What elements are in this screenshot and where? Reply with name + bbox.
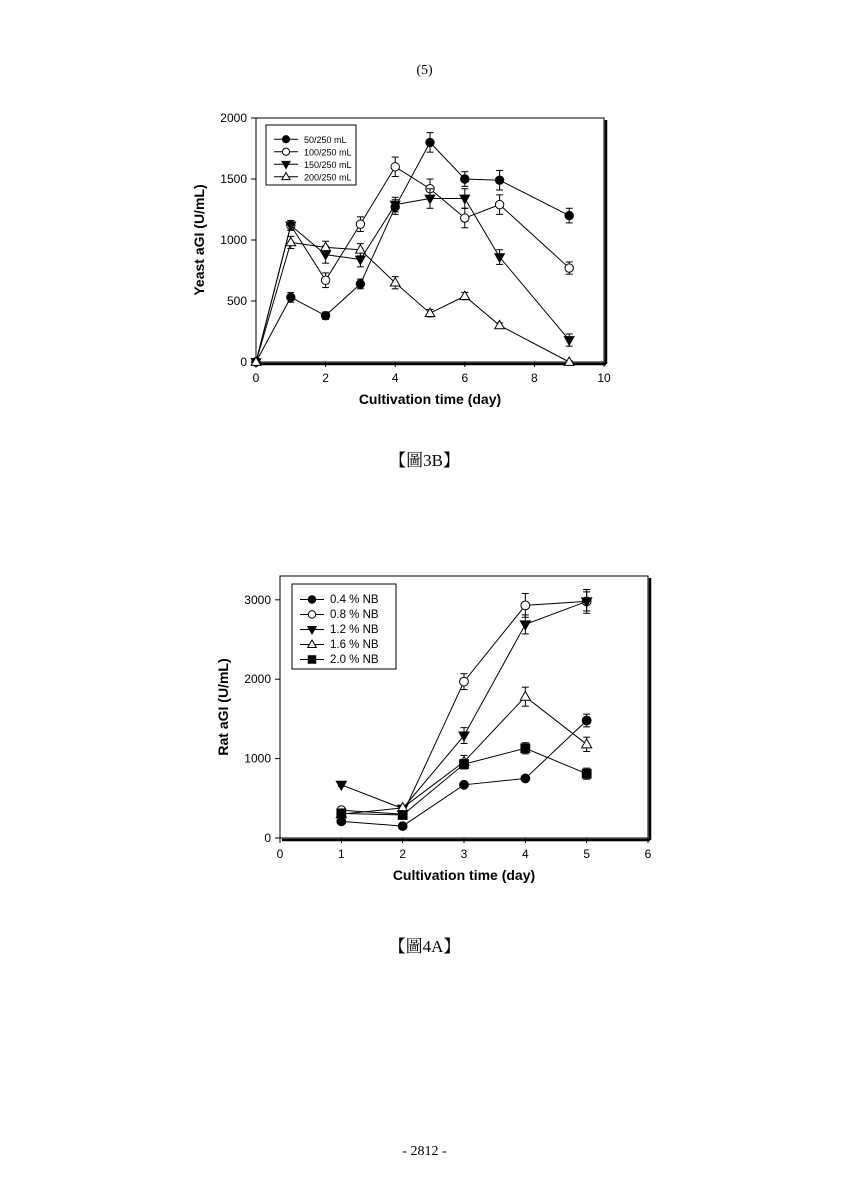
data-point: [521, 774, 530, 783]
legend-marker: [308, 611, 315, 618]
page-header: (5): [416, 63, 433, 78]
data-point: [460, 760, 469, 769]
data-point: [495, 320, 505, 328]
y-axis-label: Yeast aGI (U/mL): [191, 184, 207, 296]
data-point: [565, 264, 573, 272]
data-point: [564, 337, 574, 345]
data-point: [356, 280, 364, 288]
y-tick-label: 2000: [220, 111, 247, 125]
data-point: [398, 822, 407, 831]
x-tick-label: 6: [461, 371, 469, 385]
data-point: [582, 716, 591, 725]
data-point: [460, 195, 470, 203]
data-point: [461, 214, 469, 222]
data-point: [356, 220, 364, 228]
data-point: [321, 311, 329, 319]
data-point: [356, 245, 366, 253]
x-tick-label: 2: [322, 371, 329, 385]
legend-label: 1.6 % NB: [330, 639, 379, 651]
x-tick-label: 10: [597, 371, 611, 385]
y-tick-label: 1000: [220, 233, 247, 247]
x-axis-label: Cultivation time (day): [358, 391, 502, 407]
data-point: [495, 200, 503, 208]
data-point: [356, 256, 366, 264]
yeast-agi-chart: [0, 100, 849, 430]
y-axis: [244, 593, 280, 845]
y-tick-label: 0: [240, 355, 247, 369]
data-point: [520, 621, 530, 630]
data-point: [287, 293, 295, 301]
rat-agi-chart: [0, 560, 849, 905]
data-point: [495, 176, 503, 184]
series-line: [256, 167, 569, 362]
data-point: [582, 739, 592, 748]
legend-label: 200/250 mL: [304, 172, 352, 183]
x-tick-label: 4: [521, 847, 529, 861]
legend-marker: [282, 148, 289, 155]
data-point: [521, 744, 530, 753]
figure-caption-3b: 【圖3B】: [389, 451, 460, 470]
legend-marker: [308, 656, 315, 663]
series-2: [252, 157, 574, 366]
data-point: [461, 175, 469, 183]
y-axis: [220, 111, 256, 369]
legend-label: 1.2 % NB: [330, 624, 379, 636]
data-point: [337, 809, 346, 818]
x-tick-label: 5: [583, 847, 591, 861]
y-tick-label: 3000: [244, 592, 271, 607]
page-footer: - 2812 -: [402, 1144, 447, 1159]
legend-label: 2.0 % NB: [330, 654, 379, 666]
x-tick-label: 4: [391, 371, 399, 385]
y-tick-label: 0: [264, 831, 271, 845]
x-tick-label: 8: [531, 371, 538, 385]
legend-label: 150/250 mL: [304, 159, 352, 170]
data-point: [426, 138, 434, 146]
y-tick-label: 1000: [244, 751, 271, 766]
y-tick-label: 2000: [244, 672, 271, 687]
y-axis-label: Rat aGI (U/mL): [215, 658, 231, 756]
x-tick-label: 2: [399, 847, 407, 861]
x-axis-label: Cultivation time (day): [392, 867, 536, 883]
x-axis: [277, 838, 652, 861]
legend-label: 0.8 % NB: [330, 609, 379, 621]
legend: [292, 584, 396, 669]
legend-label: 100/250 mL: [304, 147, 352, 158]
series-4: [251, 236, 574, 365]
data-point: [582, 769, 591, 778]
legend-marker: [308, 596, 315, 603]
legend-label: 50/250 mL: [304, 134, 347, 145]
x-tick-label: 0: [276, 847, 284, 861]
x-tick-label: 0: [252, 371, 260, 385]
series-3: [251, 189, 574, 367]
figure-caption-4a: 【圖4A】: [388, 937, 461, 956]
y-tick-label: 1500: [220, 172, 247, 186]
x-tick-label: 3: [460, 847, 468, 861]
data-point: [460, 677, 469, 686]
data-point: [321, 276, 329, 284]
data-point: [460, 780, 469, 789]
data-point: [565, 211, 573, 219]
data-point: [521, 601, 530, 610]
data-point: [520, 691, 530, 700]
x-tick-label: 6: [644, 847, 652, 861]
data-point: [398, 811, 407, 820]
series-line: [256, 242, 569, 362]
x-tick-label: 1: [337, 847, 345, 861]
legend: [266, 125, 356, 185]
legend-label: 0.4 % NB: [330, 594, 379, 606]
data-point: [391, 163, 399, 171]
x-axis: [253, 362, 611, 385]
legend-marker: [282, 136, 289, 143]
y-tick-label: 500: [226, 294, 247, 308]
